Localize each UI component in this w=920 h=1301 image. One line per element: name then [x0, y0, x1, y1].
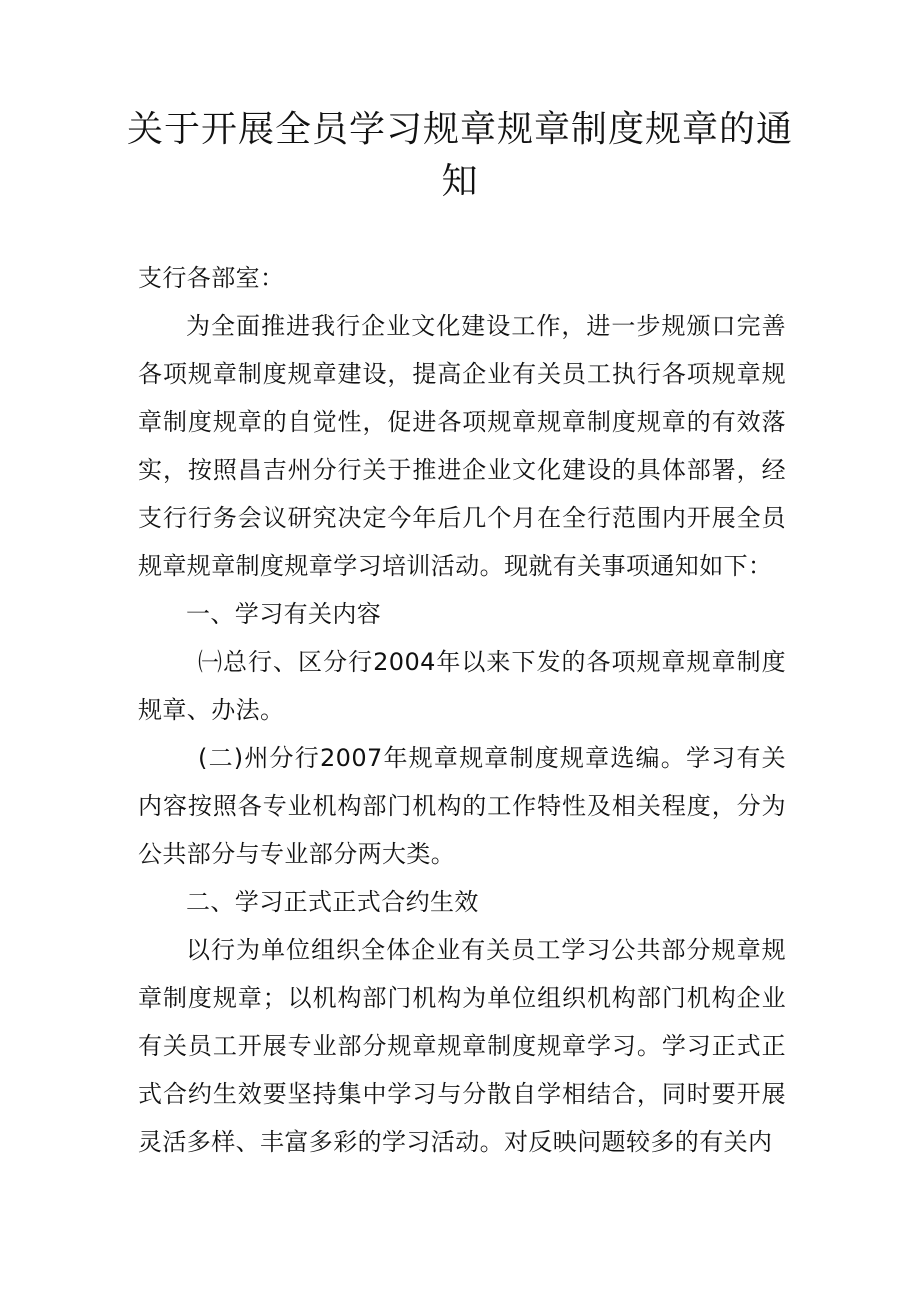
document-body: [138, 254, 786, 1166]
paragraph-intro: 为全面推进我行企业文化建设工作，进一步规颁口完善各项规章制度规章建设，提高企业有关员工执行各项规章规章制度规章的自觉性，促进各项规章规章制度规章的有效落实，按照昌吉州分行关于推进企业文化建设的具体部署，经支行行务会议研究决定今年后几个月在全行范围内开展全员规章规章制度规章学习培训活动。现就有关事项通知如下：: [138, 312, 786, 580]
title-line-1: 关于开展全员学习规章规章制度规章的通: [126, 109, 793, 150]
paragraph-item-1: ㈠总行、区分行2004年以来下发的各项规章规章制度规章、办法。: [138, 648, 786, 724]
paragraph-item-2: (二)州分行2007年规章规章制度规章选编。学习有关内容按照各专业机构部门机构的工作特性及相关程度，分为公共部分与专业部分两大类。: [138, 744, 786, 868]
section-heading-2: 二、学习正式正式合约生效: [186, 888, 479, 916]
document-title: [110, 104, 810, 208]
paragraph-study-method: 以行为单位组织全体企业有关员工学习公共部分规章规章制度规章；以机构部门机构为单位组织机构部门机构企业有关员工开展专业部分规章规章制度规章学习。学习正式正式合约生效要坚持集中学习与分散自学相结合，同时要开展灵活多样、丰富多彩的学习活动。对反映问题较多的有关内: [138, 936, 786, 1156]
salutation: 支行各部室：: [138, 264, 285, 292]
title-line-2: 知: [441, 161, 479, 202]
section-heading-1: 一、学习有关内容: [186, 600, 382, 628]
